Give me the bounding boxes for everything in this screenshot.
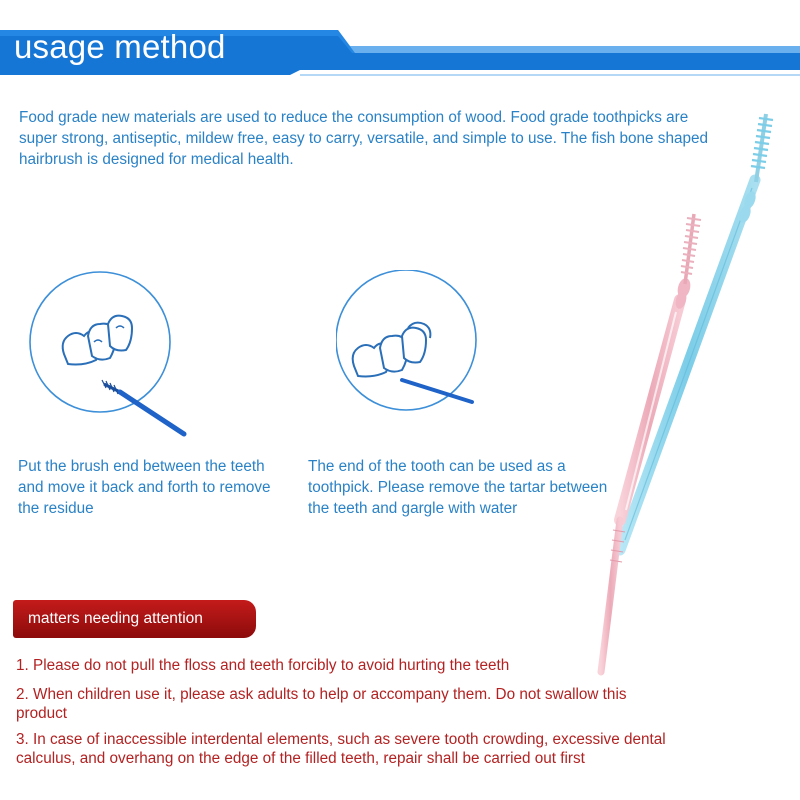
interdental-brush-illustration xyxy=(28,270,188,440)
floss-picks-product xyxy=(580,100,780,680)
header-banner xyxy=(0,0,800,90)
pink-floss-pick xyxy=(601,214,701,672)
attention-note: 3. In case of inaccessible interdental elements, such as severe tooth crowding, excessive dental calculus, and overhang on the edge of the filled teeth, repair shall be carried out first xyxy=(16,731,666,767)
page-title: usage method xyxy=(14,28,226,65)
attention-note: 2. When children use it, please ask adults to help or accompany them. Do not swallow this product xyxy=(16,686,627,722)
toothpick-illustration xyxy=(336,270,496,430)
attention-note: 1. Please do not pull the floss and teeth forcibly to avoid hurting the teeth xyxy=(16,657,510,674)
step-caption-toothpick: The end of the tooth can be used as a toothpick. Please remove the tartar between the teeth and gargle with water xyxy=(308,458,608,517)
step-caption-brush: Put the brush end between the teeth and move it back and forth to remove the residue xyxy=(18,458,271,517)
intro-text: Food grade new materials are used to reduce the consumption of wood. Food grade toothpicks are super strong, antiseptic, mildew free, easy to carry, versatile, and simple to use. The fish bone shaped hairbrush is designed for medical health. xyxy=(19,109,708,168)
attention-header: matters needing attention xyxy=(13,600,256,638)
cyan-floss-pick xyxy=(620,114,773,550)
